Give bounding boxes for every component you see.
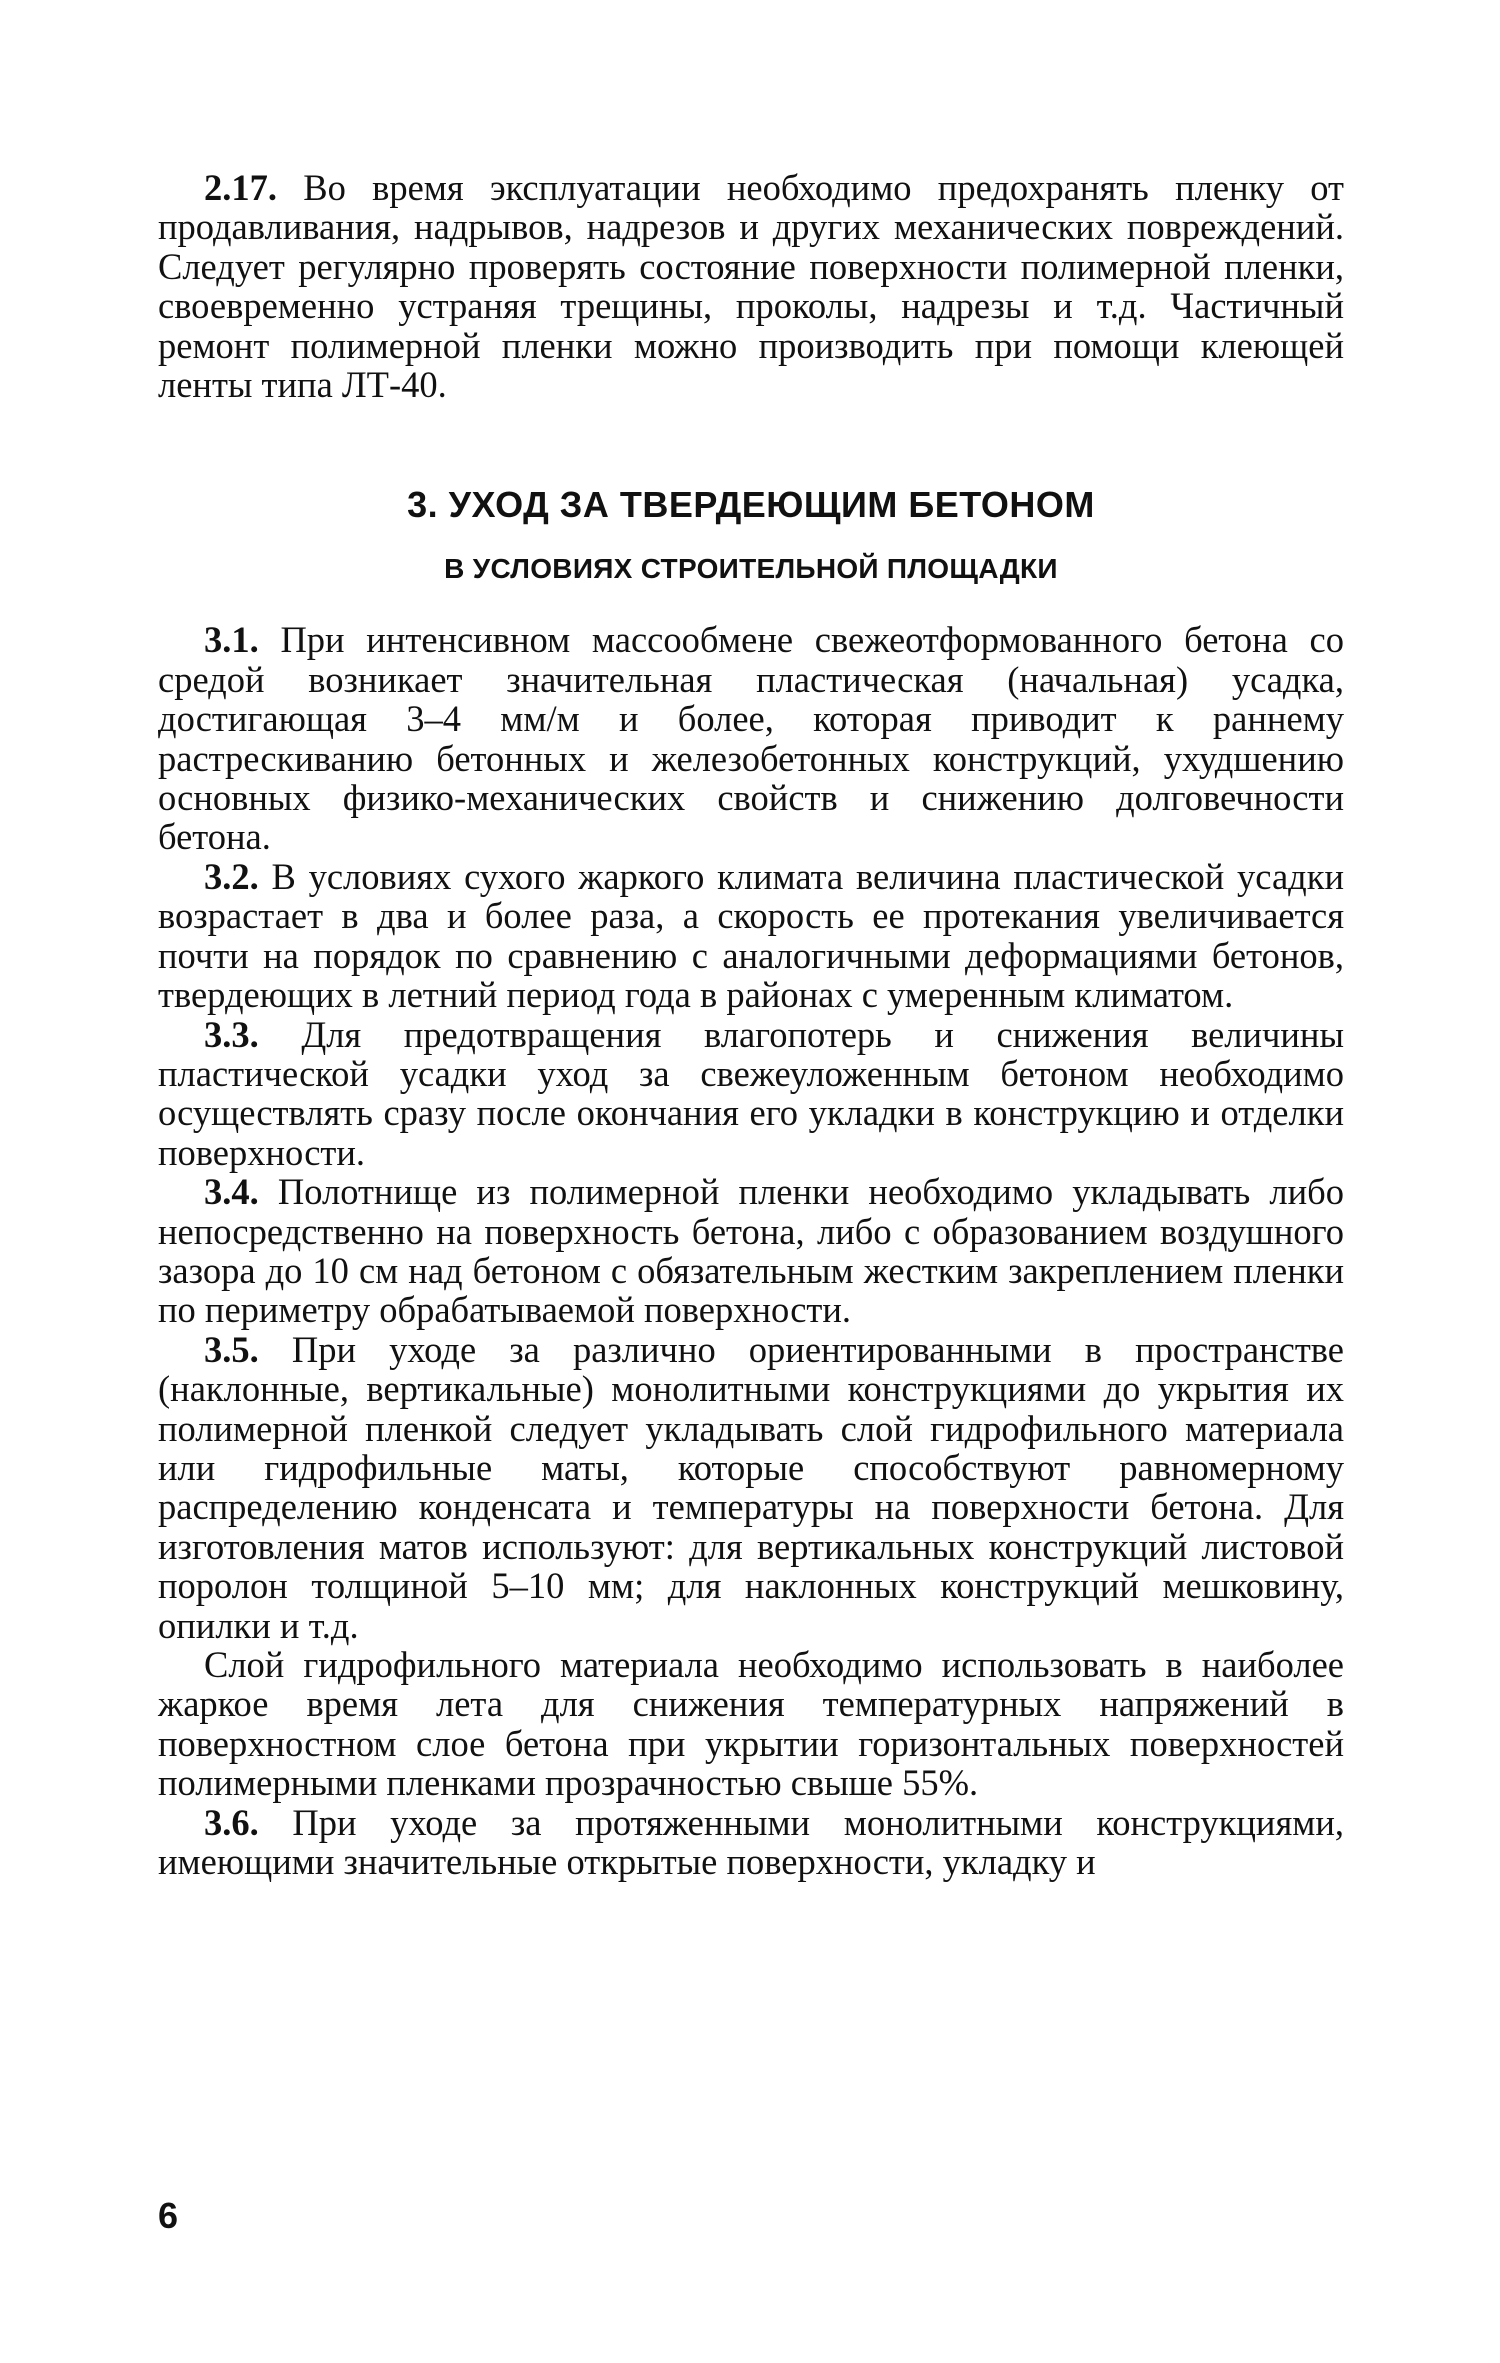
section-title: 3. УХОД ЗА ТВЕРДЕЮЩИМ БЕТОНОМ (407, 484, 1095, 526)
clause-number: 3.5. (204, 1328, 259, 1370)
clause-number: 3.4. (204, 1171, 259, 1213)
clause-number: 2.17. (204, 167, 277, 208)
paragraph-text: При уходе за различно ориентированными в пространстве (наклонные, вертикальные) монолитными конструкциями до укрытия их полимерной пленкой следует укладывать слой гидрофильного материала или гидрофильные маты, которые способствуют равномерному распределению конденсата и температуры на поверхности бетона. Для изготовления матов используют: для вертикальных конструкций листовой поролон толщиной 5–10 мм; для наклонных конструкций мешковину, опилки и т.д. (158, 1328, 1345, 1646)
clause-number: 3.3. (204, 1013, 259, 1055)
clause-number: 3.1. (204, 619, 259, 661)
paragraph-3-1 (158, 620, 1344, 856)
page-number: 6 (158, 2195, 179, 2236)
paragraph-text: При уходе за протяженными монолитными конструкциями, имеющими значительные открытые поверхности, укладку и (158, 1801, 1345, 1883)
page-content (158, 168, 1344, 1881)
paragraph-3-5 (158, 1330, 1344, 1645)
paragraph-3-3 (158, 1015, 1344, 1173)
paragraph-2-17 (158, 168, 1344, 404)
paragraph-text: Слой гидрофильного материала необходимо использовать в наиболее жаркое время лета для снижения температурных напряжений в поверхностном слое бетона при укрытии горизонтальных поверхностей полимерными пленками прозрачностью свыше 55%. (158, 1644, 1344, 1804)
clause-number: 3.6. (204, 1801, 259, 1843)
paragraph-text: В условиях сухого жаркого климата величина пластической усадки возрастает в два и более раза, а скорость ее протекания увеличивается почти на порядок по сравнению с аналогичными деформациями бетонов, твердеющих в летний период года в районах с умеренным климатом. (158, 855, 1344, 1016)
paragraph-3-5-continued (158, 1645, 1344, 1803)
paragraph-3-2 (158, 857, 1344, 1015)
paragraph-text: При интенсивном массообмене свежеотформованного бетона со средой возникает значительная пластическая (начальная) усадка, достигающая 3–4 мм/м и более, которая приводит к раннему растрескиванию бетонных и железобетонных конструкций, ухудшению основных физико-механических свойств и снижению долговечности бетона. (158, 619, 1344, 858)
section-subtitle: В УСЛОВИЯХ СТРОИТЕЛЬНОЙ ПЛОЩАДКИ (444, 553, 1058, 585)
paragraph-3-4 (158, 1172, 1344, 1330)
clause-number: 3.2. (204, 855, 259, 897)
paragraph-text: Для предотвращения влагопотерь и снижения величины пластической усадки уход за свежеуложенным бетоном необходимо осуществлять сразу после окончания его укладки в конструкцию и отделки поверхности. (158, 1013, 1344, 1173)
paragraph-text: Полотнище из полимерной пленки необходимо укладывать либо непосредственно на поверхность бетона, либо с образованием воздушного зазора до 10 см над бетоном с обязательным жестким закреплением пленки по периметру обрабатываемой поверхности. (158, 1171, 1344, 1331)
paragraph-3-6 (158, 1803, 1344, 1882)
paragraph-text: Во время эксплуатации необходимо предохранять пленку от продавливания, надрывов, надрезов и других механических повреждений. Следует регулярно проверять состояние поверхности полимерной пленки, своевременно устраняя трещины, проколы, надрезы и т.д. Частичный ремонт полимерной пленки можно производить при помощи клеющей ленты типа ЛТ-40. (158, 167, 1345, 406)
